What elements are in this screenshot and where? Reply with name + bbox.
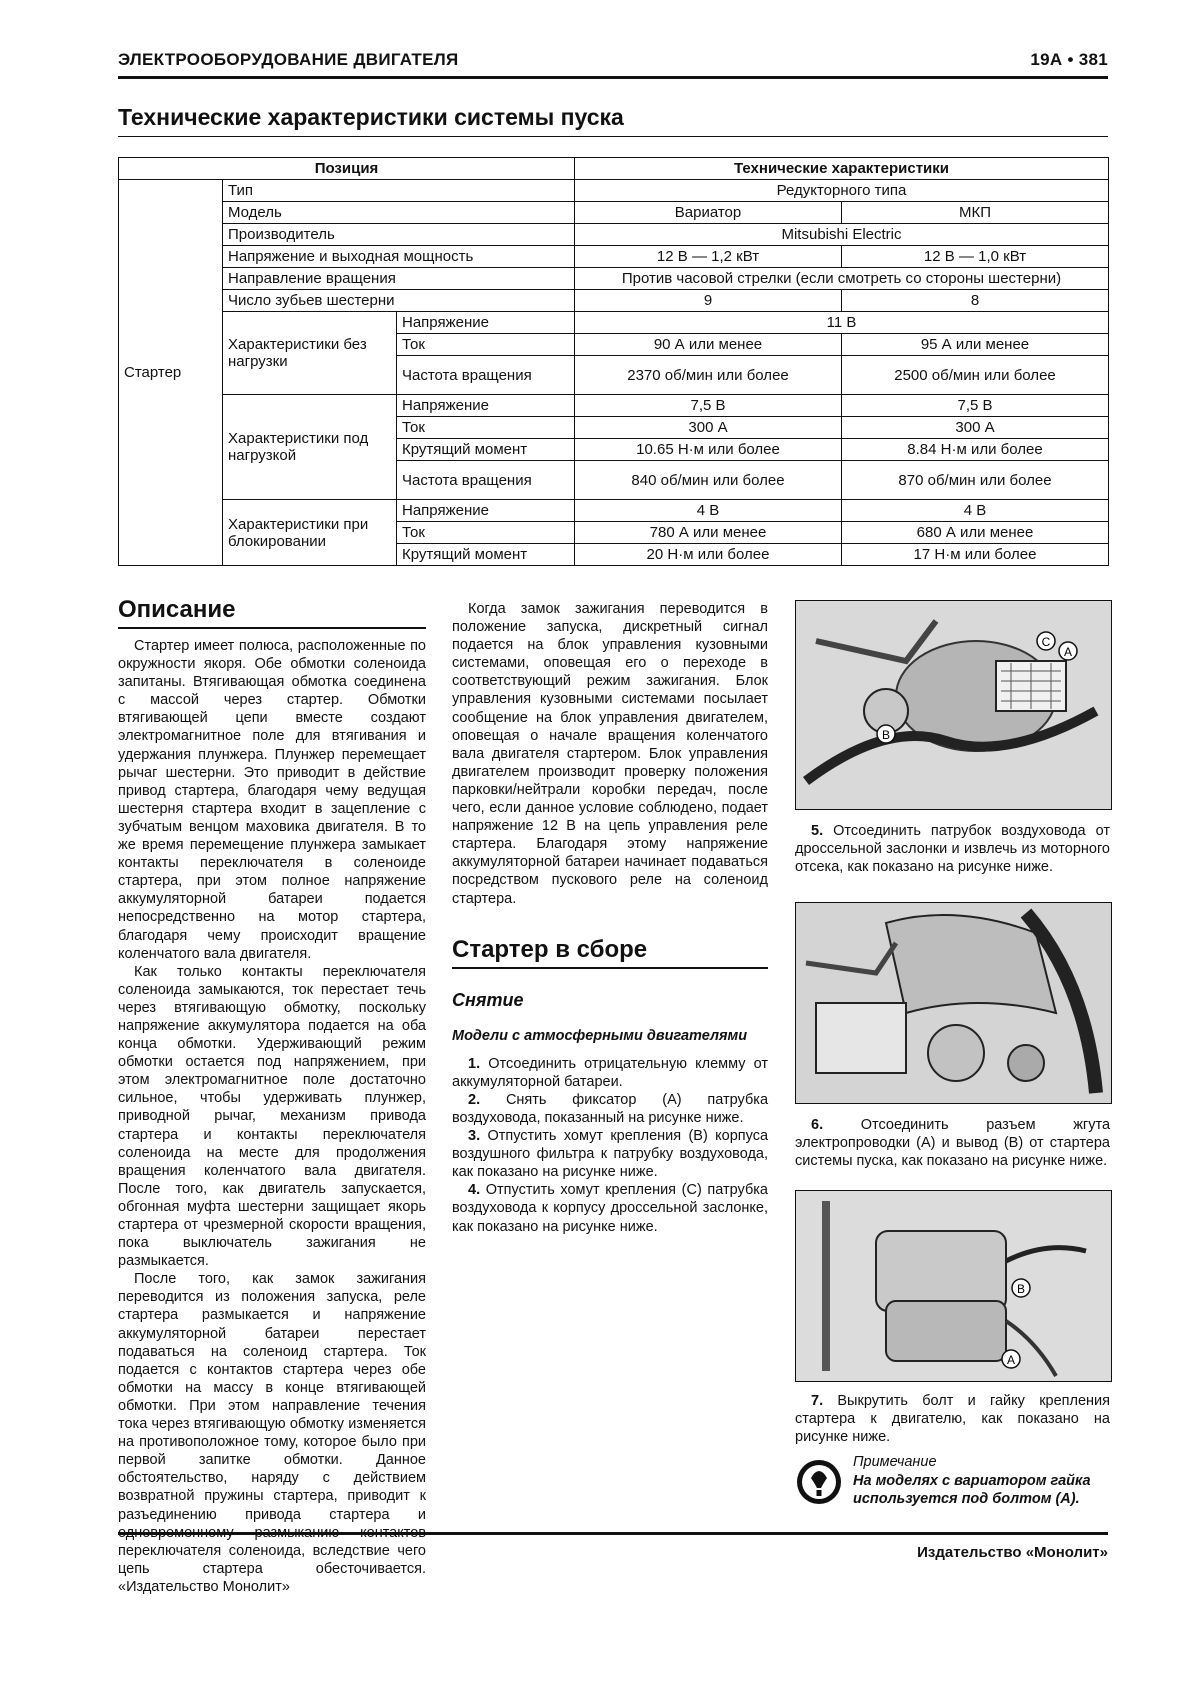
step-5: 5. Отсоединить патрубок воздуховода от дроссельной заслонки и извлечь из моторного отсека, как показано на рисунке ниже.: [795, 823, 1111, 876]
row-value: 2500 об/мин или более: [842, 356, 1109, 395]
footer-publisher: Издательство «Монолит»: [917, 1544, 1108, 1561]
callout-a: A: [1063, 645, 1073, 659]
step-6: 6. Отсоединить разъем жгута электропроводки (А) и вывод (В) от стартера системы пуска, как показано на рисунке ниже.: [795, 1117, 1111, 1170]
row-value: 17 Н·м или более: [842, 544, 1109, 566]
table-row: [119, 180, 1109, 202]
engine-photo-2: [795, 902, 1112, 1104]
row-value: 20 Н·м или более: [575, 544, 842, 566]
row-value: 840 об/мин или более: [575, 461, 842, 500]
table-row: [119, 246, 1109, 268]
section-name: ЭЛЕКТРООБОРУДОВАНИЕ ДВИГАТЕЛЯ: [118, 50, 459, 69]
row-label: Модель: [223, 202, 575, 224]
starter-photo: [795, 1190, 1112, 1382]
spec-table: [118, 157, 1109, 566]
row-value: Mitsubishi Electric: [575, 224, 1109, 246]
row-label: Направление вращения: [223, 268, 575, 290]
row-value: 7,5 В: [842, 395, 1109, 417]
table-row: [119, 312, 1109, 334]
table-row: [119, 268, 1109, 290]
row-value: 4 В: [842, 500, 1109, 522]
row-label: Ток: [397, 334, 575, 356]
spec-title-rule: [118, 136, 1108, 137]
callout-c: C: [1041, 635, 1051, 649]
row-value: 95 А или менее: [842, 334, 1109, 356]
step-6-block: [795, 1116, 1110, 1170]
starter-cell: Стартер: [119, 180, 223, 566]
callout-b: B: [1016, 1282, 1026, 1296]
row-value: Редукторного типа: [575, 180, 1109, 202]
description-paragraph: Как только контакты переключателя соленоида замыкаются, ток перестает течь через втягивающую обмотку, поскольку напряжение аккумулятора подается на оба конца обмотки. Удерживающий режим обмотки остается под напряжением, при этом электромагнитное поле достаточно сильное, чтобы удерживать плунжер, приводной рычаг, механизм привода стартера и контакты переключателя соленоида на месте для продолжения вращения коленчатого вала двигателя. После того, как двигатель запускается, обгонная муфта шестерни защищает якорь стартера от чрезмерной скорости вращения, пока выключатель зажигания не размыкается.: [118, 963, 426, 1270]
row-value: 4 В: [575, 500, 842, 522]
description-paragraph: После того, как замок зажигания переводится из положения запуска, реле стартера размыкается и напряжение аккумуляторной батареи перестает подаваться на соленоид стартера. Ток подается с контактов стартера через обе обмотки на массу в конце втягивающей обмотки. При этом направление течения тока через втягивающую обмотку изменяется на противоположное тому, которое было при первой запитке обмотки. Данное обстоятельство, наряду с действием возвратной пружины стартера, приводит к разъединению привода стартера и одновременному размыканию контактов переключателя соленоида, вследствие чего цепь стартера обесточивается. «Издательство Монолит»: [118, 1271, 426, 1595]
row-label: Производитель: [223, 224, 575, 246]
row-value: 8: [842, 290, 1109, 312]
row-label: Число зубьев шестерни: [223, 290, 575, 312]
header-specs: Технические характеристики: [575, 158, 1109, 180]
row-label: Крутящий момент: [397, 439, 575, 461]
row-value: 11 В: [575, 312, 1109, 334]
row-value: 9: [575, 290, 842, 312]
row-label: Тип: [223, 180, 575, 202]
step-7: 7. Выкрутить болт и гайку крепления стартера к двигателю, как показано на рисунке ниже.: [795, 1393, 1111, 1446]
removal-subtitle: Снятие: [452, 989, 524, 1010]
row-label: Напряжение: [397, 312, 575, 334]
note-icon: [795, 1458, 843, 1506]
note-text: На моделях с вариатором гайка используется под болтом (А).: [853, 1473, 1091, 1507]
table-row: [119, 158, 1109, 180]
row-value: 8.84 Н·м или более: [842, 439, 1109, 461]
row-value: 7,5 В: [575, 395, 842, 417]
description-title: Описание: [118, 596, 426, 629]
step-1: 1. Отсоединить отрицательную клемму от аккумуляторной батареи.: [452, 1055, 768, 1090]
step-4: 4. Отпустить хомут крепления (С) патрубка воздуховода к корпусу дроссельной заслонке, как показано на рисунке ниже.: [452, 1182, 769, 1235]
group-label: Характеристики без нагрузки: [223, 312, 397, 395]
running-header: [118, 50, 1108, 70]
row-label: Напряжение: [397, 500, 575, 522]
row-label: Частота вращения: [397, 356, 575, 395]
header-rule: [118, 76, 1108, 79]
step-7-block: [795, 1392, 1110, 1446]
row-value: 90 А или менее: [575, 334, 842, 356]
row-value: 10.65 Н·м или более: [575, 439, 842, 461]
column-2: [452, 600, 768, 1236]
row-value: Вариатор: [575, 202, 842, 224]
assembly-title: Стартер в сборе: [452, 936, 768, 969]
row-label: Напряжение и выходная мощность: [223, 246, 575, 268]
row-label: Ток: [397, 522, 575, 544]
page-number: 19А • 381: [1030, 50, 1108, 69]
callout-a: A: [1006, 1353, 1016, 1367]
row-value: 870 об/мин или более: [842, 461, 1109, 500]
table-row: [119, 500, 1109, 522]
table-row: [119, 395, 1109, 417]
header-position: Позиция: [119, 158, 575, 180]
note-title: Примечание: [853, 1454, 937, 1470]
row-value: 680 А или менее: [842, 522, 1109, 544]
row-value: МКП: [842, 202, 1109, 224]
row-value: 2370 об/мин или более: [575, 356, 842, 395]
row-value: 300 А: [575, 417, 842, 439]
step-2: 2. Снять фиксатор (А) патрубка воздуховода, показанный на рисунке ниже.: [452, 1091, 769, 1126]
row-label: Ток: [397, 417, 575, 439]
table-row: [119, 290, 1109, 312]
note-block: [795, 1454, 1115, 1514]
footer-rule: [118, 1532, 1108, 1535]
spec-title: Технические характеристики системы пуска: [118, 104, 624, 130]
table-row: [119, 224, 1109, 246]
row-label: Крутящий момент: [397, 544, 575, 566]
step-3: 3. Отпустить хомут крепления (В) корпуса воздушного фильтра к патрубку воздуховода, как показано на рисунке ниже.: [452, 1128, 769, 1181]
row-value: 780 А или менее: [575, 522, 842, 544]
row-value: 12 В — 1,2 кВт: [575, 246, 842, 268]
row-label: Частота вращения: [397, 461, 575, 500]
callout-b: B: [881, 728, 891, 742]
description-paragraph: Когда замок зажигания переводится в положение запуска, дискретный сигнал подается на блок управления кузовными системами, оповещая его о переходе в соответствующий режим зажигания. Блок управления кузовными системами посылает сообщение на блок управления двигателем, оповещая о начале вращения коленчатого вала двигателя стартером. Блок управления двигателем производит проверку положения парковки/нейтрали коробки передач, после чего, если данное условие соблюдено, подает напряжение 12 В на цепь управления реле стартера. Благодаря этому напряжение аккумуляторной батареи начинает подаваться посредством пускового реле на соленоид стартера.: [452, 601, 768, 907]
row-value: 300 А: [842, 417, 1109, 439]
row-value: 12 В — 1,0 кВт: [842, 246, 1109, 268]
table-row: [119, 202, 1109, 224]
row-value: Против часовой стрелки (если смотреть со стороны шестерни): [575, 268, 1109, 290]
description-paragraph: Стартер имеет полюса, расположенные по окружности якоря. Обе обмотки соленоида запитаны. Втягивающая обмотка соединена с массой через стартер. Обмотки втягивающей цепи вместе создают электромагнитное поле для втягивания и удержания плунжера. Плунжер перемещает рычаг шестерни. Это приводит в действие привод стартера, благодаря чему ведущая шестерня стартера входит в зацепление с зубчатым венцом маховика двигателя. В то же время перемещение плунжера замыкает контакты переключателя в соленоиде стартера, при этом полное напряжение аккумуляторной батареи подается непосредственно на мотор стартера, благодаря чему происходит вращение коленчатого вала двигателя.: [118, 638, 426, 962]
group-label: Характеристики при блокировании: [223, 500, 397, 566]
models-subtitle: Модели с атмосферными двигателями: [452, 1027, 748, 1044]
column-1: [118, 596, 426, 1596]
step-5-block: [795, 822, 1110, 876]
engine-photo-1: [795, 600, 1112, 810]
group-label: Характеристики под нагрузкой: [223, 395, 397, 500]
row-label: Напряжение: [397, 395, 575, 417]
